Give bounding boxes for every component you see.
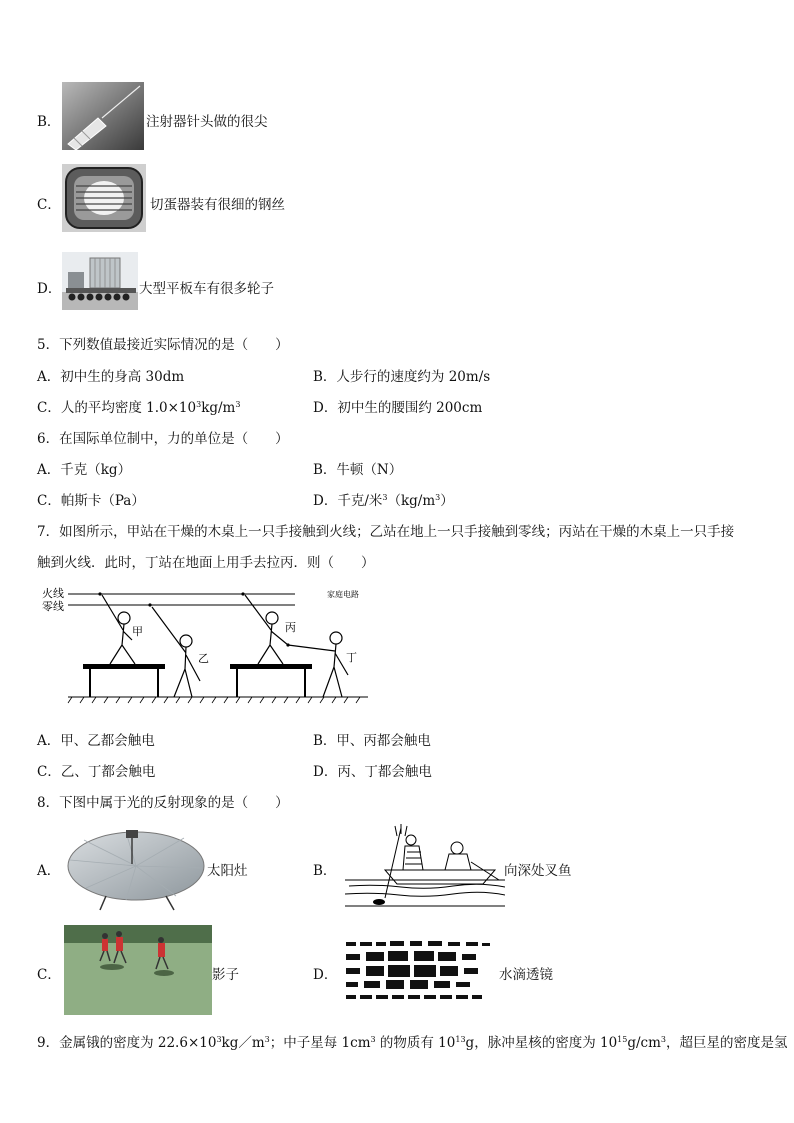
q9-stem: 9．金属锇的密度为 $22.6\times 10^3kg/m^3$；中子星每 $1cm^3$ 的物质有 $10^{13}g$，脉冲星核的密度为 $10^{15}g/cm^3$，超巨星的密度是氢 bbox=[37, 1035, 788, 1051]
q7-option-b: B．甲、丙都会触电 bbox=[313, 733, 431, 749]
q7-option-d: D．丙、丁都会触电 bbox=[313, 764, 432, 780]
flatbed-truck-photo-icon bbox=[62, 252, 138, 310]
solar-cooker-photo-icon bbox=[66, 826, 206, 912]
q6-option-c: C．帕斯卡（Pa） bbox=[37, 493, 145, 509]
electric-shock-diagram bbox=[40, 585, 372, 705]
q6-option-d: D．千克/米$^3(kg/m^3)$ bbox=[313, 493, 454, 509]
live-wire-label: 火线 bbox=[42, 587, 64, 600]
q8-option-c-letter: C． bbox=[37, 967, 61, 983]
q8-option-a-letter: A． bbox=[37, 863, 61, 879]
q5-stem: 5．下列数值最接近实际情况的是（ ） bbox=[37, 337, 289, 353]
option-b-caption: 注射器针头做的很尖 bbox=[146, 114, 268, 130]
q7-option-c: C．乙、丁都会触电 bbox=[37, 764, 156, 780]
shadow-photo-icon bbox=[64, 925, 212, 1015]
q7-stem-line1: 7．如图所示，甲站在干燥的木桌上一只手接触到火线；乙站在地上一只手接触到零线；丙站在干燥的木桌上一只手接 bbox=[37, 524, 735, 540]
option-c-caption: 切蛋器装有很细的钢丝 bbox=[150, 197, 285, 213]
q8-option-b-letter: B． bbox=[313, 863, 337, 879]
q8-option-a-caption: 太阳灶 bbox=[207, 863, 248, 879]
option-letter-c: C． bbox=[37, 197, 61, 213]
q7-stem-line2: 触到火线．此时，丁站在地面上用手去拉丙．则（ ） bbox=[37, 555, 375, 571]
option-d-caption: 大型平板车有很多轮子 bbox=[139, 281, 274, 297]
q7-option-a: A．甲、乙都会触电 bbox=[37, 733, 155, 749]
q6-option-b: B．牛顿（N） bbox=[313, 462, 403, 478]
q8-option-d-caption: 水滴透镜 bbox=[499, 967, 553, 983]
q5-option-b: B．人步行的速度约为 20m/s bbox=[313, 369, 491, 385]
q5-option-d: D．初中生的腰围约 200cm bbox=[313, 400, 483, 416]
q6-stem: 6．在国际单位制中，力的单位是（ ） bbox=[37, 431, 289, 447]
q8-option-b-caption: 向深处叉鱼 bbox=[504, 863, 572, 879]
person-jia-label: 甲 bbox=[132, 625, 143, 638]
q5-option-a: A．初中生的身高 30dm bbox=[37, 369, 185, 385]
person-yi-label: 乙 bbox=[198, 652, 209, 665]
person-ding-label: 丁 bbox=[346, 651, 357, 664]
household-circuit-label: 家庭电路 bbox=[327, 590, 359, 599]
q5-option-c: C．人的平均密度 $1.0\times 10^3kg/m^3$ bbox=[37, 400, 241, 416]
option-letter-b: B． bbox=[37, 114, 61, 130]
water-drop-lens-photo-icon bbox=[344, 938, 496, 1004]
q8-stem: 8．下图中属于光的反射现象的是（ ） bbox=[37, 795, 289, 811]
q8-option-d-letter: D． bbox=[313, 967, 338, 983]
syringe-photo-icon bbox=[62, 82, 144, 150]
neutral-wire-label: 零线 bbox=[42, 600, 64, 613]
q8-option-c-caption: 影子 bbox=[212, 967, 239, 983]
spear-fishing-drawing-icon bbox=[345, 822, 505, 910]
egg-slicer-photo-icon bbox=[62, 164, 146, 232]
person-bing-label: 丙 bbox=[285, 621, 296, 634]
q6-option-a: A．千克（kg） bbox=[37, 462, 132, 478]
option-letter-d: D． bbox=[37, 281, 62, 297]
